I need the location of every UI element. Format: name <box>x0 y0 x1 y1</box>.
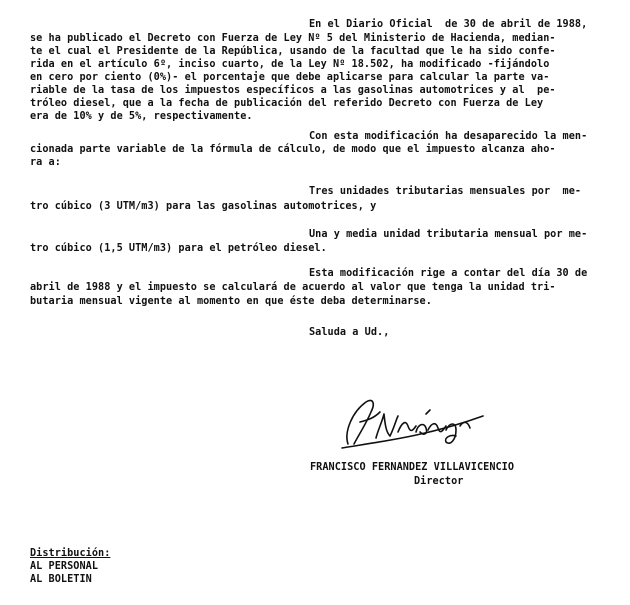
paragraph-5-line: abril de 1988 y el impuesto se calculará de acuerdo al valor que tenga la unidad tri- <box>30 282 556 293</box>
paragraph-1-line: tróleo diesel, que a la fecha de publicación del referido Decreto con Fuerza de Ley <box>30 98 544 109</box>
distribution-heading: Distribución: <box>30 548 111 559</box>
paragraph-1-line: riable de la tasa de los impuestos específicos a las gasolinas automotrices y al pe- <box>30 85 556 96</box>
paragraph-1-line: se ha publicado el Decreto con Fuerza de Ley Nº 5 del Ministerio de Hacienda, median- <box>30 33 556 44</box>
paragraph-2-line: Con esta modificación ha desaparecido la men- <box>309 131 588 142</box>
paragraph-2-line: cionada parte variable de la fórmula de cálculo, de modo que el impuesto alcanza aho- <box>30 144 556 155</box>
paragraph-1-line: rida en el artículo 6º, inciso cuarto, de la Ley Nº 18.502, ha modificado -fijándolo <box>30 59 550 70</box>
paragraph-1-line: En el Diario Oficial de 30 de abril de 1988, <box>309 19 588 30</box>
paragraph-2-line: ra a: <box>30 157 61 168</box>
paragraph-1-line: era de 10% y de 5%, respectivamente. <box>30 111 253 122</box>
paragraph-4-line: tro cúbico (1,5 UTM/m3) para el petróleo diesel. <box>30 243 327 254</box>
paragraph-5-line: Esta modificación rige a contar del día 30 de <box>309 268 588 279</box>
paragraph-3-line: Tres unidades tributarias mensuales por me- <box>309 186 582 197</box>
paragraph-4-line: Una y media unidad tributaria mensual por me- <box>309 229 588 240</box>
signer-name: FRANCISCO FERNANDEZ VILLAVICENCIO <box>310 462 515 473</box>
paragraph-5-line: butaria mensual vigente al momento en que éste deba determinarse. <box>30 296 432 307</box>
closing-salutation: Saluda a Ud., <box>309 327 390 338</box>
distribution-item: AL BOLETIN <box>30 574 92 585</box>
paragraph-1-line: te el cual el Presidente de la República, usando de la facultad que le ha sido confe- <box>30 46 556 57</box>
paragraph-1-line: en cero por ciento (0%)- el porcentaje que debe aplicarse para calcular la parte va- <box>30 72 550 83</box>
signer-title: Director <box>414 476 464 487</box>
handwritten-signature <box>338 392 488 454</box>
distribution-item: AL PERSONAL <box>30 561 99 572</box>
paragraph-3-line: tro cúbico (3 UTM/m3) para las gasolinas automotrices, y <box>30 201 377 212</box>
